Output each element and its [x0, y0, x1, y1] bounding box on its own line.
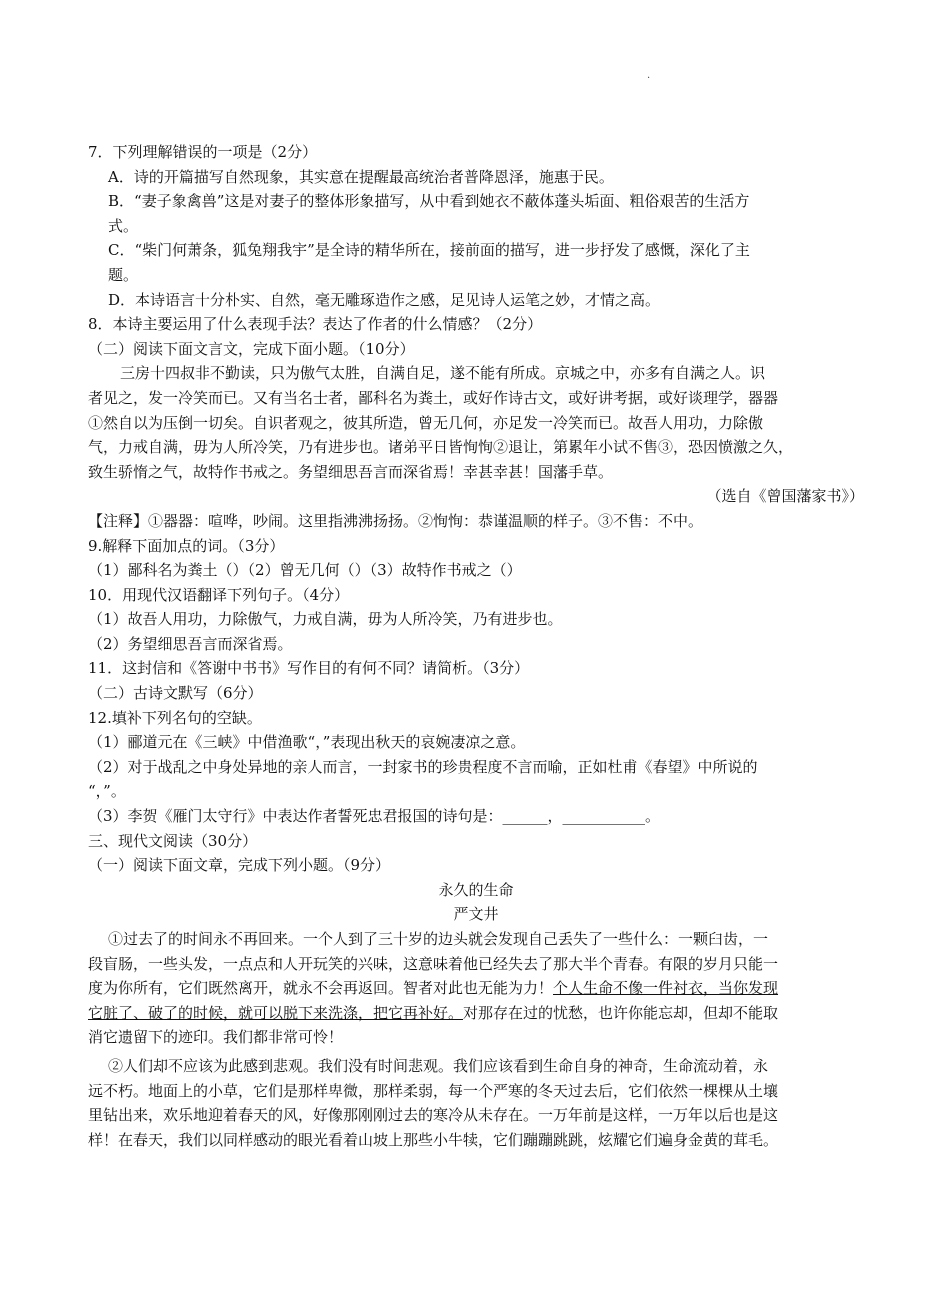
text-line	[88, 681, 864, 706]
line-text: 消它遗留下的迹印。我们都非常可怜！	[88, 1028, 344, 1047]
text-line	[88, 238, 864, 263]
text-line	[88, 312, 864, 337]
text-line	[88, 460, 864, 485]
text-line	[88, 1128, 864, 1153]
text-line	[88, 288, 864, 313]
line-text: 严文井	[453, 905, 499, 924]
text-line	[88, 1103, 864, 1128]
text-line	[88, 140, 864, 165]
document-body	[88, 140, 864, 1152]
text-line	[88, 656, 864, 681]
text-line	[88, 632, 864, 657]
text-line	[88, 263, 864, 288]
line-text: 段盲肠，一些头发，一点点和人开玩笑的兴味，这意味着他已经失去了那大半个青春。有限的岁月只能一	[88, 954, 779, 973]
line-text: 致生骄惰之气，故特作书戒之。务望细思吾言而深省焉！幸甚幸甚！国藩手草。	[88, 462, 614, 481]
line-text: 【注释】①器器：喧哗，吵闹。这里指沸沸扬扬。②恂恂：恭谨温顺的样子。③不售：不中。	[88, 511, 704, 530]
line-text: 里钻出来，欢乐地迎着春天的风，好像那刚刚过去的寒冷从未存在。一万年前是这样，一万年以后也是这	[88, 1106, 779, 1125]
line-text: 三、现代文阅读（30分）	[88, 831, 258, 850]
text-line	[88, 361, 864, 386]
line-text: 度为你所有，它们既然离开，就永不会再返回。智者对此也无能为力！	[88, 979, 554, 998]
line-text: 永久的生命	[438, 880, 514, 899]
line-text: 12.填补下列名句的空缺。	[88, 708, 262, 727]
line-text: 题。	[108, 265, 139, 284]
underlined-sentence: 它脏了、破了的时候，就可以脱下来洗涤，把它再补好。	[88, 1003, 464, 1022]
line-text: 式。	[108, 216, 139, 235]
text-line	[88, 804, 864, 829]
line-text: 气，力戒自满，毋为人所冷笑，乃有进步也。诸弟平日皆恂恂②退让，第累年小试不售③，恐因愤激之久，	[88, 438, 794, 457]
line-text: 远不朽。地面上的小草，它们是那样卑微，那样柔弱，每一个严寒的冬天过去后，它们依然一棵棵从土壤	[88, 1081, 779, 1100]
line-text: D．本诗语言十分朴实、自然，毫无雕琢造作之感，足见诗人运笔之妙，才情之高。	[108, 290, 661, 309]
text-line	[88, 755, 864, 780]
line-text-after: 对那存在过的忧愁，也许你能忘却，但却不能取	[463, 1003, 779, 1022]
text-line	[88, 927, 864, 952]
text-line	[88, 706, 864, 731]
text-line	[88, 1054, 864, 1079]
text-line	[88, 386, 864, 411]
line-text: （选自《曾国藩家书》）	[706, 487, 864, 506]
line-text: 7．下列理解错误的一项是（2分）	[88, 143, 318, 161]
text-line	[88, 435, 864, 460]
line-text: （1）郦道元在《三峡》中借渔歌“，”表现出秋天的哀婉凄凉之意。	[88, 733, 526, 752]
text-line	[88, 829, 864, 854]
text-line	[88, 189, 864, 214]
text-line	[88, 902, 864, 927]
line-text: 10．用现代汉语翻译下列句子。（4分）	[88, 585, 350, 604]
text-line	[88, 878, 864, 903]
text-line	[88, 730, 864, 755]
text-line	[88, 1001, 864, 1026]
line-text: ②人们却不应该为此感到悲观。我们没有时间悲观。我们应该看到生命自身的神奇，生命流动着，永	[108, 1056, 769, 1075]
line-text: （一）阅读下面文章，完成下列小题。（9分）	[88, 856, 391, 875]
line-text: （3）李贺《雁门太守行》中表达作者誓死忠君报国的诗句是：______，___________。	[88, 807, 661, 826]
text-line	[88, 165, 864, 190]
line-text: 三房十四叔非不勤读，只为傲气太胜，自满自足，遂不能有所成。京城之中，亦多有自满之人。识	[120, 364, 766, 383]
line-text: B．“妻子象禽兽”这是对妻子的整体形象描写，从中看到她衣不蔽体蓬头垢面、粗俗艰苦的生活方	[108, 192, 750, 211]
text-line	[88, 534, 864, 559]
text-line	[88, 1025, 864, 1050]
line-text: ①过去了的时间永不再回来。一个人到了三十岁的边头就会发现自己丢失了一些什么：一颗臼齿，一	[108, 930, 769, 948]
line-text: （1）故吾人用功，力除傲气，力戒自满，毋为人所冷笑，乃有进步也。	[88, 610, 563, 629]
line-text: ①然自以为压倒一切矣。自识者观之，彼其所造，曾无几何，亦足发一冷笑而已。故吾人用功，力除傲	[88, 413, 764, 432]
line-text: （二）古诗文默写（6分）	[88, 684, 263, 703]
text-line	[88, 583, 864, 608]
text-line	[88, 558, 864, 583]
text-line	[88, 509, 864, 534]
text-line	[88, 853, 864, 878]
line-text: （2）对于战乱之中身处异地的亲人而言，一封家书的珍贵程度不言而喻，正如杜甫《春望》中所说的	[88, 757, 758, 776]
line-text: 11．这封信和《答谢中书书》写作目的有何不同？请简析。（3分）	[88, 659, 530, 678]
underlined-sentence: 个人生命不像一件衬衣，当你发现	[553, 979, 779, 998]
page-top-mark: .	[647, 70, 651, 81]
line-text: A．诗的开篇描写自然现象，其实意在提醒最高统治者普降恩泽，施惠于民。	[108, 167, 614, 186]
line-text: 者见之，发一冷笑而已。又有当名士者，鄙科名为粪土，或好作诗古文，或好讲考据，或好谈理学，器器	[88, 388, 779, 407]
line-text: 9.解释下面加点的词。（3分）	[88, 536, 285, 555]
text-line	[88, 952, 864, 977]
line-text: （2）务望细思吾言而深省焉。	[88, 634, 293, 653]
line-text: “，”。	[88, 782, 126, 801]
line-text: C．“柴门何萧条，狐兔翔我宇”是全诗的精华所在，接前面的描写，进一步抒发了感慨，深化了主	[108, 241, 750, 260]
line-text: 8．本诗主要运用了什么表现手法？表达了作者的什么情感？（2分）	[88, 315, 543, 334]
line-text: 样！在春天，我们以同样感动的眼光看着山坡上那些小牛犊，它们蹦蹦跳跳，炫耀它们遍身金黄的茸毛。	[88, 1130, 779, 1149]
text-line	[88, 607, 864, 632]
line-text: （二）阅读下面文言文，完成下面小题。（10分）	[88, 339, 415, 358]
text-line	[88, 779, 864, 804]
text-line	[88, 484, 864, 509]
text-line	[88, 976, 864, 1001]
text-line	[88, 214, 864, 239]
text-line	[88, 411, 864, 436]
text-line	[88, 1079, 864, 1104]
text-line	[88, 337, 864, 362]
line-text: （1）鄙科名为粪土（）（2）曾无几何（）（3）故特作书戒之（）	[88, 561, 522, 580]
